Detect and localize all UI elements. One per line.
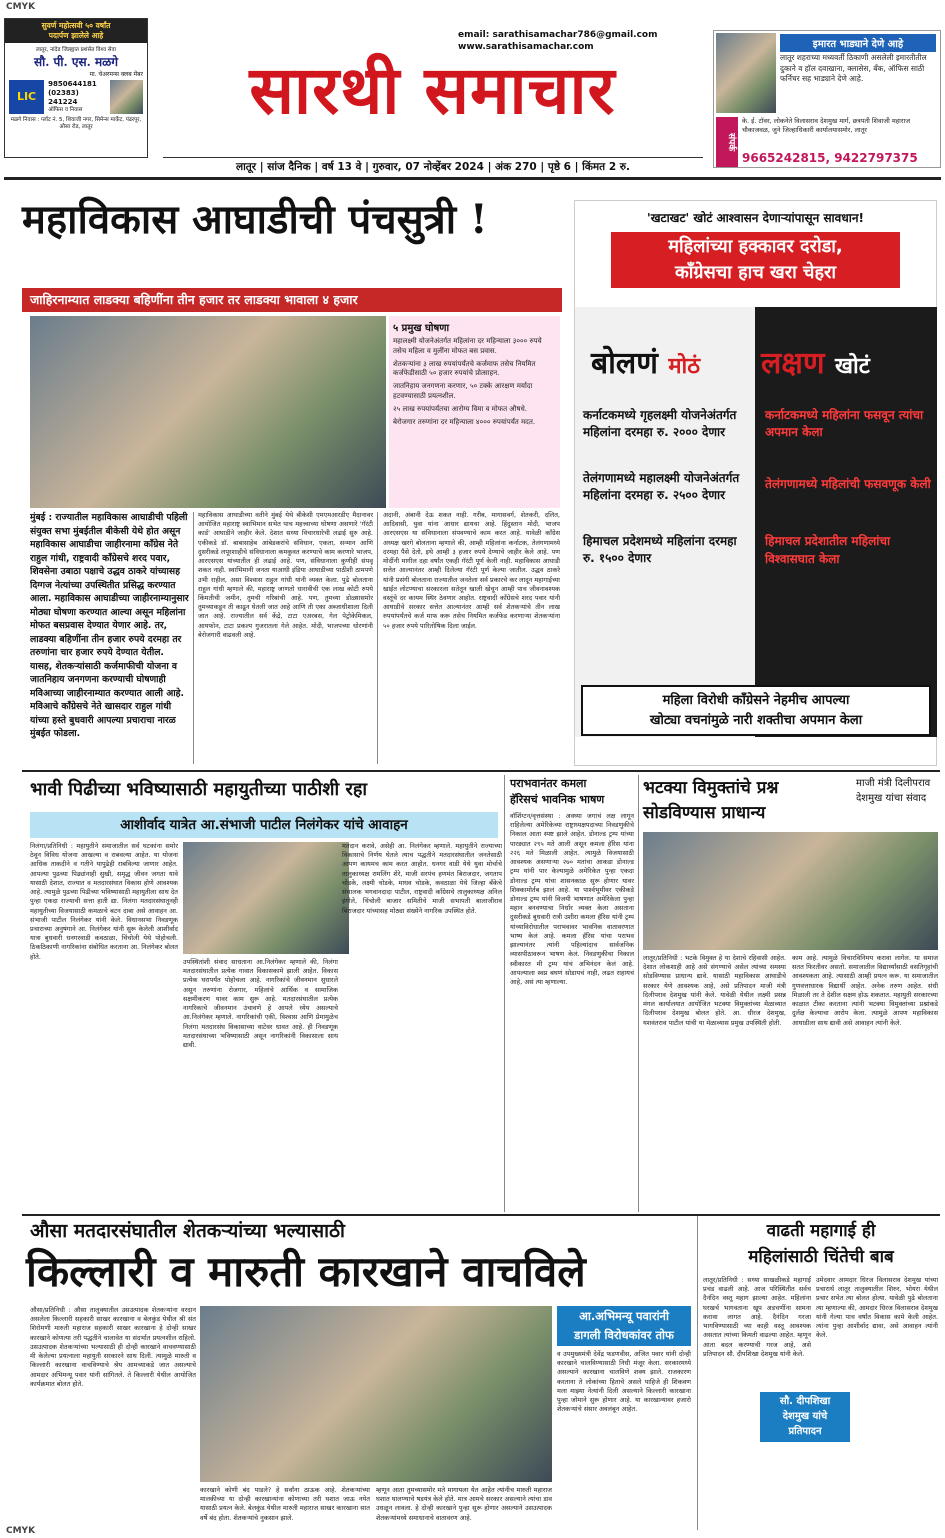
story5-col-4: व उपमुख्यमंत्री देवेंद्र फडणवीस, अजित पवार यांनी दोन्ही कारखाने चालविण्यासाठी निधी मंजूर केला. सरकारमध्ये असल्याने कारखाना चालविणे शक्य झाले. राजकारण करताना ते लोकांच्या हिताचे असले पाहिजे ही शिकवण मला माझ्या नेत्यांनी दिली असल्याने किल्लारी कारखाना पुन्हा जोमाने सुरू होणार आहे. या कारखान्यावर हजारो शेतकऱ्यांचे संसार अवलंबून आहेत. bbox=[557, 1350, 691, 1414]
five-points-box bbox=[389, 316, 560, 508]
cmyk-mark-bottom: CMYK bbox=[6, 1526, 36, 1536]
ad-right-item-1: कर्नाटकमध्ये महिलांना फसवून त्यांचा अपमान केला bbox=[765, 408, 924, 440]
ad-banner-line1: सुवर्ण महोत्सवी ५० वर्षांत bbox=[41, 21, 111, 30]
story4-headline-1: भटक्या विमुक्तांचे प्रश्न bbox=[643, 778, 779, 798]
story5-col-3: म्हणून आता तुमच्यासमोर मते मागायला येत आहेत त्यांनीच मारुती महाराज घशात घालण्याचे षडयंत्र केले होते. मात्र आमचे सरकार असल्याने त्यांचा डाव उधळून लावला. हे दोन्ही कारखाने पुन्हा सुरू होणार असल्याने उसउत्पादक शेतकऱ्यांमध्ये समाधानाचे वातावरण आहे. bbox=[376, 1486, 552, 1522]
story5-kicker: औसा मतदारसंघातील शेतकऱ्यांच्या भल्यासाठी bbox=[30, 1220, 345, 1242]
lead-subhead: जाहिरनाम्यात लाडक्या बहिणींना तीन हजार तर लाडक्या भावाला ४ हजार bbox=[22, 288, 562, 312]
ad-left-item-3: हिमाचल प्रदेशमध्ये महिलांना दरमहा रु. १५०० देणार bbox=[583, 533, 737, 565]
ad-right-heading-2: खोटं bbox=[835, 354, 870, 379]
ad-phone-1: 9850644181 bbox=[48, 79, 97, 88]
cmyk-mark-top: CMYK bbox=[6, 2, 36, 12]
point-3: जातनिहाय जनगणना करणार, ५० टक्के आरक्षण मर्यादा हटवण्यासाठी प्रयत्नशील. bbox=[393, 382, 533, 400]
story4-headline-2: सोडविण्यास प्राधान्य bbox=[643, 803, 766, 823]
story2-col-1: निलंगा/प्रतिनिधी : महायुतीने समाजातील सर्व घटकांना समोर ठेवून विविध योजना आखल्या व राबवल्या आहेत. या योजना आधिक ताकदीने व गतीने यापुढेही राबविल्या जाणार आहेत. आपल्या पुढच्या पिढ्यांनाही सुखी, समृद्ध जीवन जगता यावे यासाठी देशात, राज्यात व मतदारसंघात विकास होणे आवश्यक आहे. त्यामुळे पुढच्या पिढीच्या भविष्यासाठी महायुतीला साथ देत पुन्हा एकदा राज्याची सत्ता हाती द्या. निलंगा मतदारसंघातूनही महायुतीच्या विजयासाठी कमळाचे बटन दाबा असे आवाहन आ. संभाजी पाटील निलंगेकर यांनी केले. विधानसभा निवडणूक प्रचाराच्या अनुषंगाने आ. निलंगेकर यांनी सुरू केलेली आशीर्वाद यात्रा बुधवारी धनगरवाडी कवठाळा, चिंचोली येथे पोहोचली. ठिकठिकाणी नागरिकांना संबोधित करताना आ. निलंगेकर बोलत होते. bbox=[30, 842, 178, 961]
rent-ad-body: लातूर शहराच्या मध्यवर्ती ठिकाणी असलेली इमारतीतील दुकाने व हॉल दवाखाना, क्लासेस, बँक, ऑफिस साठी फर्निचर सह भाड्याने देणे आहे. bbox=[780, 53, 927, 83]
ad-phone-2: (02383) 241224 bbox=[48, 88, 79, 106]
lead-headline: महाविकास आघाडीची पंचसुत्री ! bbox=[22, 196, 488, 243]
lead-col-3: अदानी, अंबानी देऊ शकत नाही. गरीब, मागासवर्ग, शेतकरी, दलित, आदिवासी, युवा यांना आधार द्यायचा आहे. हिंदुस्तान मोदी, भाजप आरएसएस या संविधानाला संपवण्याचे काम करत आहे. यावेळी काँग्रेस अध्यक्ष खरगे बोलताना म्हणाले की, आम्ही महिलांना कर्नाटक, तेलंगणामध्ये दरमहा पैसे देतो, इथे आम्ही ३ हजार रुपये देण्याचे जाहीर केले आहे. पण मोदींनी मागील दहा वर्षांत एकही गॅरंटी पूर्ण केली नाही. महाविकास आघाडी सत्तेत आल्यानंतर आम्ही दिलेल्या गॅरंटी पूर्ण केल्या जातील. उद्धव ठाकरे यांनी प्रसंगी बोलताना राज्यातील जनतेला सर्व प्रकारचे कर लादून महागाईच्या खाईत लोटण्याचा सरकारला सतेतून खाली खेचून आम्ही पाच जीवनावश्यक वस्तूंचे दर कायम स्थिर ठेवणार आहोत. राष्ट्रवादी काँग्रेसचे शरद पवार यांनी आघाडीचे सरकार सत्तेत आल्यानंतर आम्ही सर्व शेतकऱ्यांचे तीन लाख रुपयांपर्यंतचे कर्ज माफ करू तसेच नियमित कर्जफेड करणाऱ्या शेतकऱ्यांना ५० हजार रुपये पारितोषिक दिला जाईल. bbox=[383, 511, 560, 630]
point-5: बेरोजगार तरुणांना दर महिन्याला ४००० रुपयांपर्यंत मदत. bbox=[393, 417, 536, 426]
agent-photo bbox=[110, 80, 143, 114]
ad-left-item-2: तेलंगणामध्ये महालक्ष्मी योजनेअंतर्गत महिलांना दरमहा रु. २५०० देणार bbox=[583, 470, 740, 503]
story4-col-2: काम आहे. त्यामुळे विचारविनिमय करावा लागेल. या समाज सतत फिरतीवर असतो. समाजातील विद्यार्थ्यांसाठी वसतिगृहांची आवश्यकता आहे. त्यासाठी आम्ही प्रयत्न करू. या समाजातील गुणवत्ताधारक विद्यार्थी आहेत. अनेक तरुण आहेत. संधी मिळाली तर ते देशील सक्षम होऊ शकतात. महायुती सरकारच्या काळात टीका करताना त्यांनी भटक्या विमुक्तांच्या प्रश्नांकडे दुर्लक्ष केल्याचा आरोप केला. त्यामुळे आपण महाविकास आघाडीला साथ द्यावी असे आवाहन त्यांनी केले. bbox=[792, 954, 938, 1027]
lic-logo: LIC bbox=[9, 80, 44, 114]
header-website: www.sarathisamachar.com bbox=[458, 42, 594, 52]
story5-col-1: औसा/प्रतिनिधी : औसा तालुक्यातील उसउत्पादक शेतकऱ्यांना वरदान असलेला किल्लारी सहकारी साखर कारखाना व बेलकुंड येथील श्री संत शिरोमणी मारुती महाराज सहकारी साखर कारखाना हे दोन्ही साखर कारखाने कोणत्या तरी पद्धतीने चालावेत या संदर्भात प्रयत्नशील राहिलो. उसउत्पादक शेतकऱ्यांच्या भल्यासाठी ही दोन्ही कारखाने वाचवण्यासाठी मी केलेल्या प्रयत्नाला महायुती सरकारने साथ दिली. त्यामुळे मारुती व किल्लारी कारखाना वाचविण्याचे श्रेय आमच्याकडे जात असल्याचे आमदार अभिमन्यू पवार यांनी सांगितले. ते किल्लारी येथील आयोजित कार्यक्रमात बोलत होते. bbox=[30, 1306, 196, 1388]
ad-top-line: 'खटाखट' खोटं आश्वासन देणाऱ्यांपासून सावधान! bbox=[647, 211, 864, 225]
masthead-title: सारथी समाचार bbox=[249, 51, 616, 129]
rent-ad-phones: 9665242815, 9422797375 bbox=[742, 151, 918, 165]
dateline: लातूर | सांज दैनिक | वर्ष 13 वे | गुरुवार, 07 नोव्हेंबर 2024 | अंक 270 | पृष्ठे 6 | किंमत 2 रु. bbox=[235, 161, 631, 173]
story2-headline: भावी पिढीच्या भविष्यासाठी महायुतीच्या पाठीशी रहा bbox=[30, 779, 368, 800]
story4-headline bbox=[643, 776, 853, 826]
lead-rally-photo bbox=[30, 316, 386, 508]
story2-subhead: आशीर्वाद यात्रेत आ.संभाजी पाटील निलंगेकर यांचे आवाहन bbox=[30, 812, 498, 838]
story6-col-2: उमेदवार आमदार धिरज विलासराव देशमुख यांच्या प्रचारार्थ लातूर तालुक्यातील शिरुर, भोयरा येथील प्रचार सभेत त्या बोलत होत्या. यावेळी पुढे बोलताना त्या म्हणाल्या की, आमदार धिरज विलासराव देशमुख यांनी गेल्या पाच वर्षांत विकास कामे केली आहेत. त्यांना पुन्हा आशीर्वाद द्यावा, असे आवाहन त्यांनी केले. bbox=[816, 1276, 938, 1340]
story6-callout-1: सौ. दीपशिखा bbox=[779, 1396, 831, 1407]
ad-subline: लातूर, नांदेड जिल्ह्यात प्रशंसेत विश्व सेवा bbox=[36, 46, 116, 53]
ad-right-heading-1: लक्षण bbox=[761, 346, 825, 381]
point-1: महालक्ष्मी योजनेअंतर्गत महिलांना दर महिन्याला ३००० रुपये तसेच महिला व मुलींना मोफत बस प्रवास. bbox=[393, 337, 542, 355]
ad-banner-line2: पदार्पण झालेले आहे bbox=[48, 30, 104, 40]
rent-ad-address: के. ई. टॉवर, लोकनेते विलासराव देशमुख मार्ग, छत्रपती शिवाजी महाराज चौकाजवळ, जुने जिल्हाधिकारी कार्यालयासमोर, लातूर bbox=[742, 117, 911, 134]
story6-col-1: लातूर/प्रतिनिधी : सध्या साखळीकडे महागाई प्रचंड वाढली आहे. आज परिस्थितीत सर्वच दैनंदिन वस्तू महाग झाल्या आहेत. महिलांना घरखर्च भागवताना खूप अडचणींना सामना करावा लागत आहे. दैनंदिन गरजा भागविण्यासाठी च्या काही वस्तू आवश्यक असतात त्यांच्या किमती वाढल्या आहेत. म्हणून आता बदल करण्याची गरज आहे, असे प्रतिपादन सौ. दीपशिखा देशमुख यांनी केले. bbox=[703, 1276, 811, 1358]
sampark-tag: संपर्क bbox=[716, 117, 738, 167]
lic-agent-ad bbox=[4, 18, 148, 158]
building-photo bbox=[716, 33, 776, 113]
ad-right-heading bbox=[761, 341, 870, 382]
lead-col-2: महाविकास आघाडीच्या वतीने मुंबई येथे बीकेसी एमएमआरडीए मैदानावर आयोजित महाराष्ट्र स्वाभिमान सभेत पाच महत्त्वाच्या घोषणा असणारे 'गॅरंटी कार्ड' आघाडीने जाहीर केले. देशात सध्या विचारधारेची लढाई सुरु आहे. एकीकडे डॉ. बाबासाहेब आंबेडकरांचे संविधान, एकता, सन्मान आणि दुसरीकडे लपूरशाहीचे संविधानाला कमकुवत करण्याचे काम करणारे भाजप, आरएसएस यांच्यातील ही लढाई आहे. पण, संविधानाला कुणीही संपवू शकत नाही. स्वाभिमानी जनता याआधी इंडिया आघाडीच्या पाठीशी ठामपणे उभी राहील, असा विश्वास राहुल गांधी यांनी व्यक्त केला. पुढे बोलताना राहुल गांधी म्हणाले की, महाराष्ट्र जाणतो धारावीची एक लाख कोटी रुपये किंमतीची जमीन, तुमची गरिबांची आहे. पण, तुमच्या डोळ्यासमोर तुमच्याकडून ती काढून घेतली जात आहे आणि ती एका अब्जाधीशाला दिली जात आहे. राज्यातील सर्व केंद्रे, टाटा एअरबस, गेल पेट्रोकेमिकल, आयफोन, टाटा प्रकल्प गुजरातला गेले आहेत. मोदी, भाजपच्या धोरणांनी बेरोजगारी वाढवली आहे. bbox=[198, 511, 373, 639]
story3-body: वॉशिंग्टन/वृत्तसंस्था : अवघ्या जगाचं लक्ष लागून राहिलेल्या अमेरिकेच्या राष्ट्राध्यक्षपदाच्या निवडणुकीचे निकाल आता स्पष्ट झाले आहेत. डोनाल्ड ट्रम्प यांच्या पारड्यात २९५ मते आली असून कमला हॅरिस यांना २२६ मते मिळाली आहेत. त्यामुळे विजयासाठी आवश्यक असणाऱ्या २७० मतांचा आकडा डोनाल्ड ट्रम्प यांनी पार केल्यामुळे अमेरिकेत पुन्हा एकदा डोनाल्ड ट्रम्प यांचा शासनकाळ सुरू होणार यावर शिक्कामोर्तब झालं आहे. या पार्श्वभूमीवर एकीकडे डोनाल्ड ट्रम्प यांनी विजयी भाषणात अमेरिकेला पुन्हा महान बनवण्याचा निर्धार व्यक्त केला असताना दुसरीकडे बुधवारी रात्री उशीरा कमला हॅरिस यांनी ट्रम्प यांच्याविरोधातील पराभवावर भावनिक वातावरणात भाष्य केलं आहे. कमला हॅरिस यांचा पराभव झाल्यानंतर त्यांनी पहिल्यांदाच सार्वजनिक व्यासपीठावरून भाषण केलं. निवडणुकीचा निकाल स्वीकारत मी ट्रम्प यांचं अभिनंदन केलं आहे. आपल्याला स्वप्न बघणं सोडायचं नाही, लढत राहायचं आहे, असं त्या म्हणाल्या. bbox=[510, 812, 634, 986]
lead-col-1: मुंबई : राज्यातील महाविकास आघाडीची पहिली संयुक्त सभा मुंबईतील बीकेसी येथे होत असून महाविकास आघाडीचा जाहीरनामा काँग्रेस नेते राहुल गांधी, राष्ट्रवादी काँग्रेसचे शरद पवार, शिवसेना उबाठा पक्षाचे उद्धव ठाकरे यांच्यासह दिग्गज नेत्यांच्या उपस्थितीत प्रसिद्ध करण्यात आला. महाविकास आघाडीच्या जाहीरनाम्यानुसार मोठ्या घोषणा करण्यात आल्या असून महिलांना मोफत बसप्रवास देण्यात येणार आहे. तर, लाडक्या बहिणींना तीन हजार रुपये दरमहा तर तरुणांना चार हजार रुपये देण्यात येतील. यासह, शेतकऱ्यांसाठी कर्जमाफीची योजना व जातनिहाय जनगणना करण्याची घोषणाही मविआच्या जाहीरनाम्यात करण्यात आली आहे. मविआचे काँग्रेसचे नेते खासदार राहुल गांधी यांच्या हस्ते बुधवारी आपल्या प्रचाराचा नारळ मुंबईत फोडला. bbox=[30, 512, 189, 740]
story4-photo bbox=[643, 832, 938, 950]
ad-agent-role: मा. चेअरमन्स क्लब मेंबर bbox=[89, 70, 143, 78]
ad-left-heading-2: मोठं bbox=[668, 354, 701, 379]
story3-headline-1: पराभवानंतर कमला bbox=[510, 777, 587, 790]
story5-callout bbox=[557, 1306, 691, 1346]
point-2: शेतकऱ्यांना ३ लाख रुपयांपर्यंतचे कर्जमाफ तसेच नियमित कर्जफेडीसाठी ५० हजार रुपयांचे प्रोत्साहन. bbox=[393, 359, 536, 378]
story2-col-3: मतदान करावे, असेही आ. निलंगेकर म्हणाले. महायुतीने राज्याच्या विकासाचे निर्णय घेतले त्याच पद्धतीने मतदारसंघातील जनतेसाठी आपण कायमच काम करत आहोत. धनगर वाडी येथे युवा मोर्चाचे तालुकाध्यक्ष रामलिंग शेरे, माजी सरपंच हणमंत बिराजदार, जगताप चोडके, लक्ष्मी चोडके, माधव चोडके, कवठाळा येथे जिल्हा बँकेचे संचालक भगवानदादा पाटील, राष्ट्रवादी काँग्रेसचे तालुकाध्यक्ष अनिल इंगोले, चिंचोली बाजार समितीचे माजी सभापती बालाजीराव बिराजदार यांच्यासह मोठ्या संख्येने नागरिक उपस्थित होते. bbox=[342, 842, 502, 915]
header-email: email: sarathisamachar786@gmail.com bbox=[458, 30, 658, 40]
ad-banner bbox=[611, 232, 900, 288]
ad-agent-name: सौ. पी. एस. मळगे bbox=[33, 54, 118, 69]
ad-address: मळगे निवास : प्लॉट नं. 5, शिवाजी नगर, सिमेन्स मार्केट, पंढरपूर, औसा रोड, लातूर bbox=[10, 116, 142, 131]
five-points-title: ५ प्रमुख घोषणा bbox=[393, 323, 450, 334]
ad-right-item-3: हिमाचल प्रदेशातील महिलांचा विश्वासघात केला bbox=[765, 534, 891, 566]
ad-left-heading bbox=[591, 341, 700, 382]
story6-callout-3: प्रतिपादन bbox=[788, 1426, 822, 1437]
story5-headline: किल्लारी व मारुती कारखाने वाचविले bbox=[26, 1247, 586, 1296]
ad-banner-1: महिलांच्या हक्कावर दरोडा, bbox=[668, 236, 843, 257]
story6-headline-2: महिलांसाठी चिंतेची बाब bbox=[748, 1247, 894, 1267]
rent-ad-title: इमारत भाड्याने देणे आहे bbox=[780, 34, 936, 52]
ad-right-item-2: तेलंगणामध्ये महिलांची फसवणूक केली bbox=[765, 476, 931, 491]
story5-col-2: कारखाने कोणी बंद पाडले? हे सर्वांना ठाऊक आहे. शेतकऱ्यांच्या मालकीच्या या दोन्ही कारखान्यांना कोणाच्या तरी घशात जाऊ नयेत यासाठी प्रयत्न केले. बेलकुंड येथील मारुती महाराज साखर कारखाना सात वर्षे बंद होता. शेतकऱ्यांचे नुकसान झाले. bbox=[200, 1486, 370, 1522]
story5-callout-1: आ.अभिमन्यू पवारांनी bbox=[579, 1309, 669, 1323]
story2-col-2: उपस्थितांशी संवाद साधताना आ.निलंगेकर म्हणाले की, निलंगा मतदारसंघातील प्रत्येक गावात विकासकामे झाली आहेत. विकास प्रत्येक घरापर्यंत पोहोचला आहे. नागरिकांचे जीवनमान सुधारले असून तरुणांना रोजगार, महिलांचे आर्थिक व सामाजिक सक्षमीकरण यावर काम सुरू आहे. मतदारसंघातील प्रत्येक नागरिकाचे जीवनमान उंचावणे हे आपले ध्येय असल्याचे आ.निलंगेकर म्हणाले. नागरिकांची एकी, विश्वास आणि प्रेमामुळेच निलंगा मतदारसंघ विकासाच्या वाटेवर धावत आहे. ही निवडणूक मतदारसंघाच्या भविष्यासाठी असून नागरिकांनी विकासाला साथ द्यावी. bbox=[183, 958, 338, 1049]
rent-ad bbox=[713, 30, 941, 168]
story6-callout-2: देशमुख यांचे bbox=[782, 1411, 828, 1422]
story6-headline-1: वाढती महागाई ही bbox=[766, 1221, 876, 1241]
story4-col-1: लातूर/प्रतिनिधी : भटके विमुक्त हे या देशाचे रहिवासी आहेत. देशात लोकशाही आहे असे संगण्याचे असेल त्यांच्या समस्या सोडविण्यास प्राधान्य द्यावे. यासाठी महाविकास आघाडीचे सरकार येणे आवश्यक आहे, असे प्रतिपादन माजी मंत्री दिलीपराव देशमुख यांनी केले. यावेळी येथील लक्ष्मी प्रसन्न मंगल कार्यालयात आयोजित भटक्या विमुक्तांच्या मेळाव्यात दिलीपराव देशमुख बोलत होते. आ. धीरज देशमुख, यशवंतराव पाटील यांची या मेळाव्यास प्रमुख उपस्थिती होती. bbox=[643, 954, 786, 1027]
story2-photo bbox=[183, 842, 349, 954]
ad-bottom-line-1: महिला विरोधी काँग्रेसने नेहमीच आपल्या bbox=[662, 693, 850, 708]
story6-headline bbox=[703, 1218, 939, 1270]
point-4: २५ लाख रुपयांपर्यंतचा आरोग्य विमा व मोफत औषधे. bbox=[393, 404, 528, 413]
story5-callout-2: डागली विरोधकांवर तोफ bbox=[574, 1328, 674, 1342]
story5-photo bbox=[200, 1306, 552, 1482]
ad-bottom-text bbox=[581, 685, 931, 736]
story3-headline-2: हॅरिसचं भावनिक भाषण bbox=[510, 793, 605, 806]
ad-banner-2: काँग्रेसचा हाच खरा चेहरा bbox=[674, 262, 837, 283]
story4-side-label: माजी मंत्री दिलीपराव देशमुख यांचा संवाद bbox=[856, 778, 931, 804]
story3-headline bbox=[510, 776, 634, 808]
ad-bottom-line-2: खोट्या वचनांमुळे नारी शक्तीचा अपमान केला bbox=[649, 712, 863, 728]
political-ad bbox=[574, 200, 937, 766]
ad-left-item-1: कर्नाटकमध्ये गृहलक्ष्मी योजनेअंतर्गत महिलांना दरमहा रु. २००० देणार bbox=[583, 408, 737, 440]
ad-left-heading-1: बोलणं bbox=[591, 346, 658, 381]
ad-office: ऑफिस व निवास bbox=[48, 106, 83, 113]
